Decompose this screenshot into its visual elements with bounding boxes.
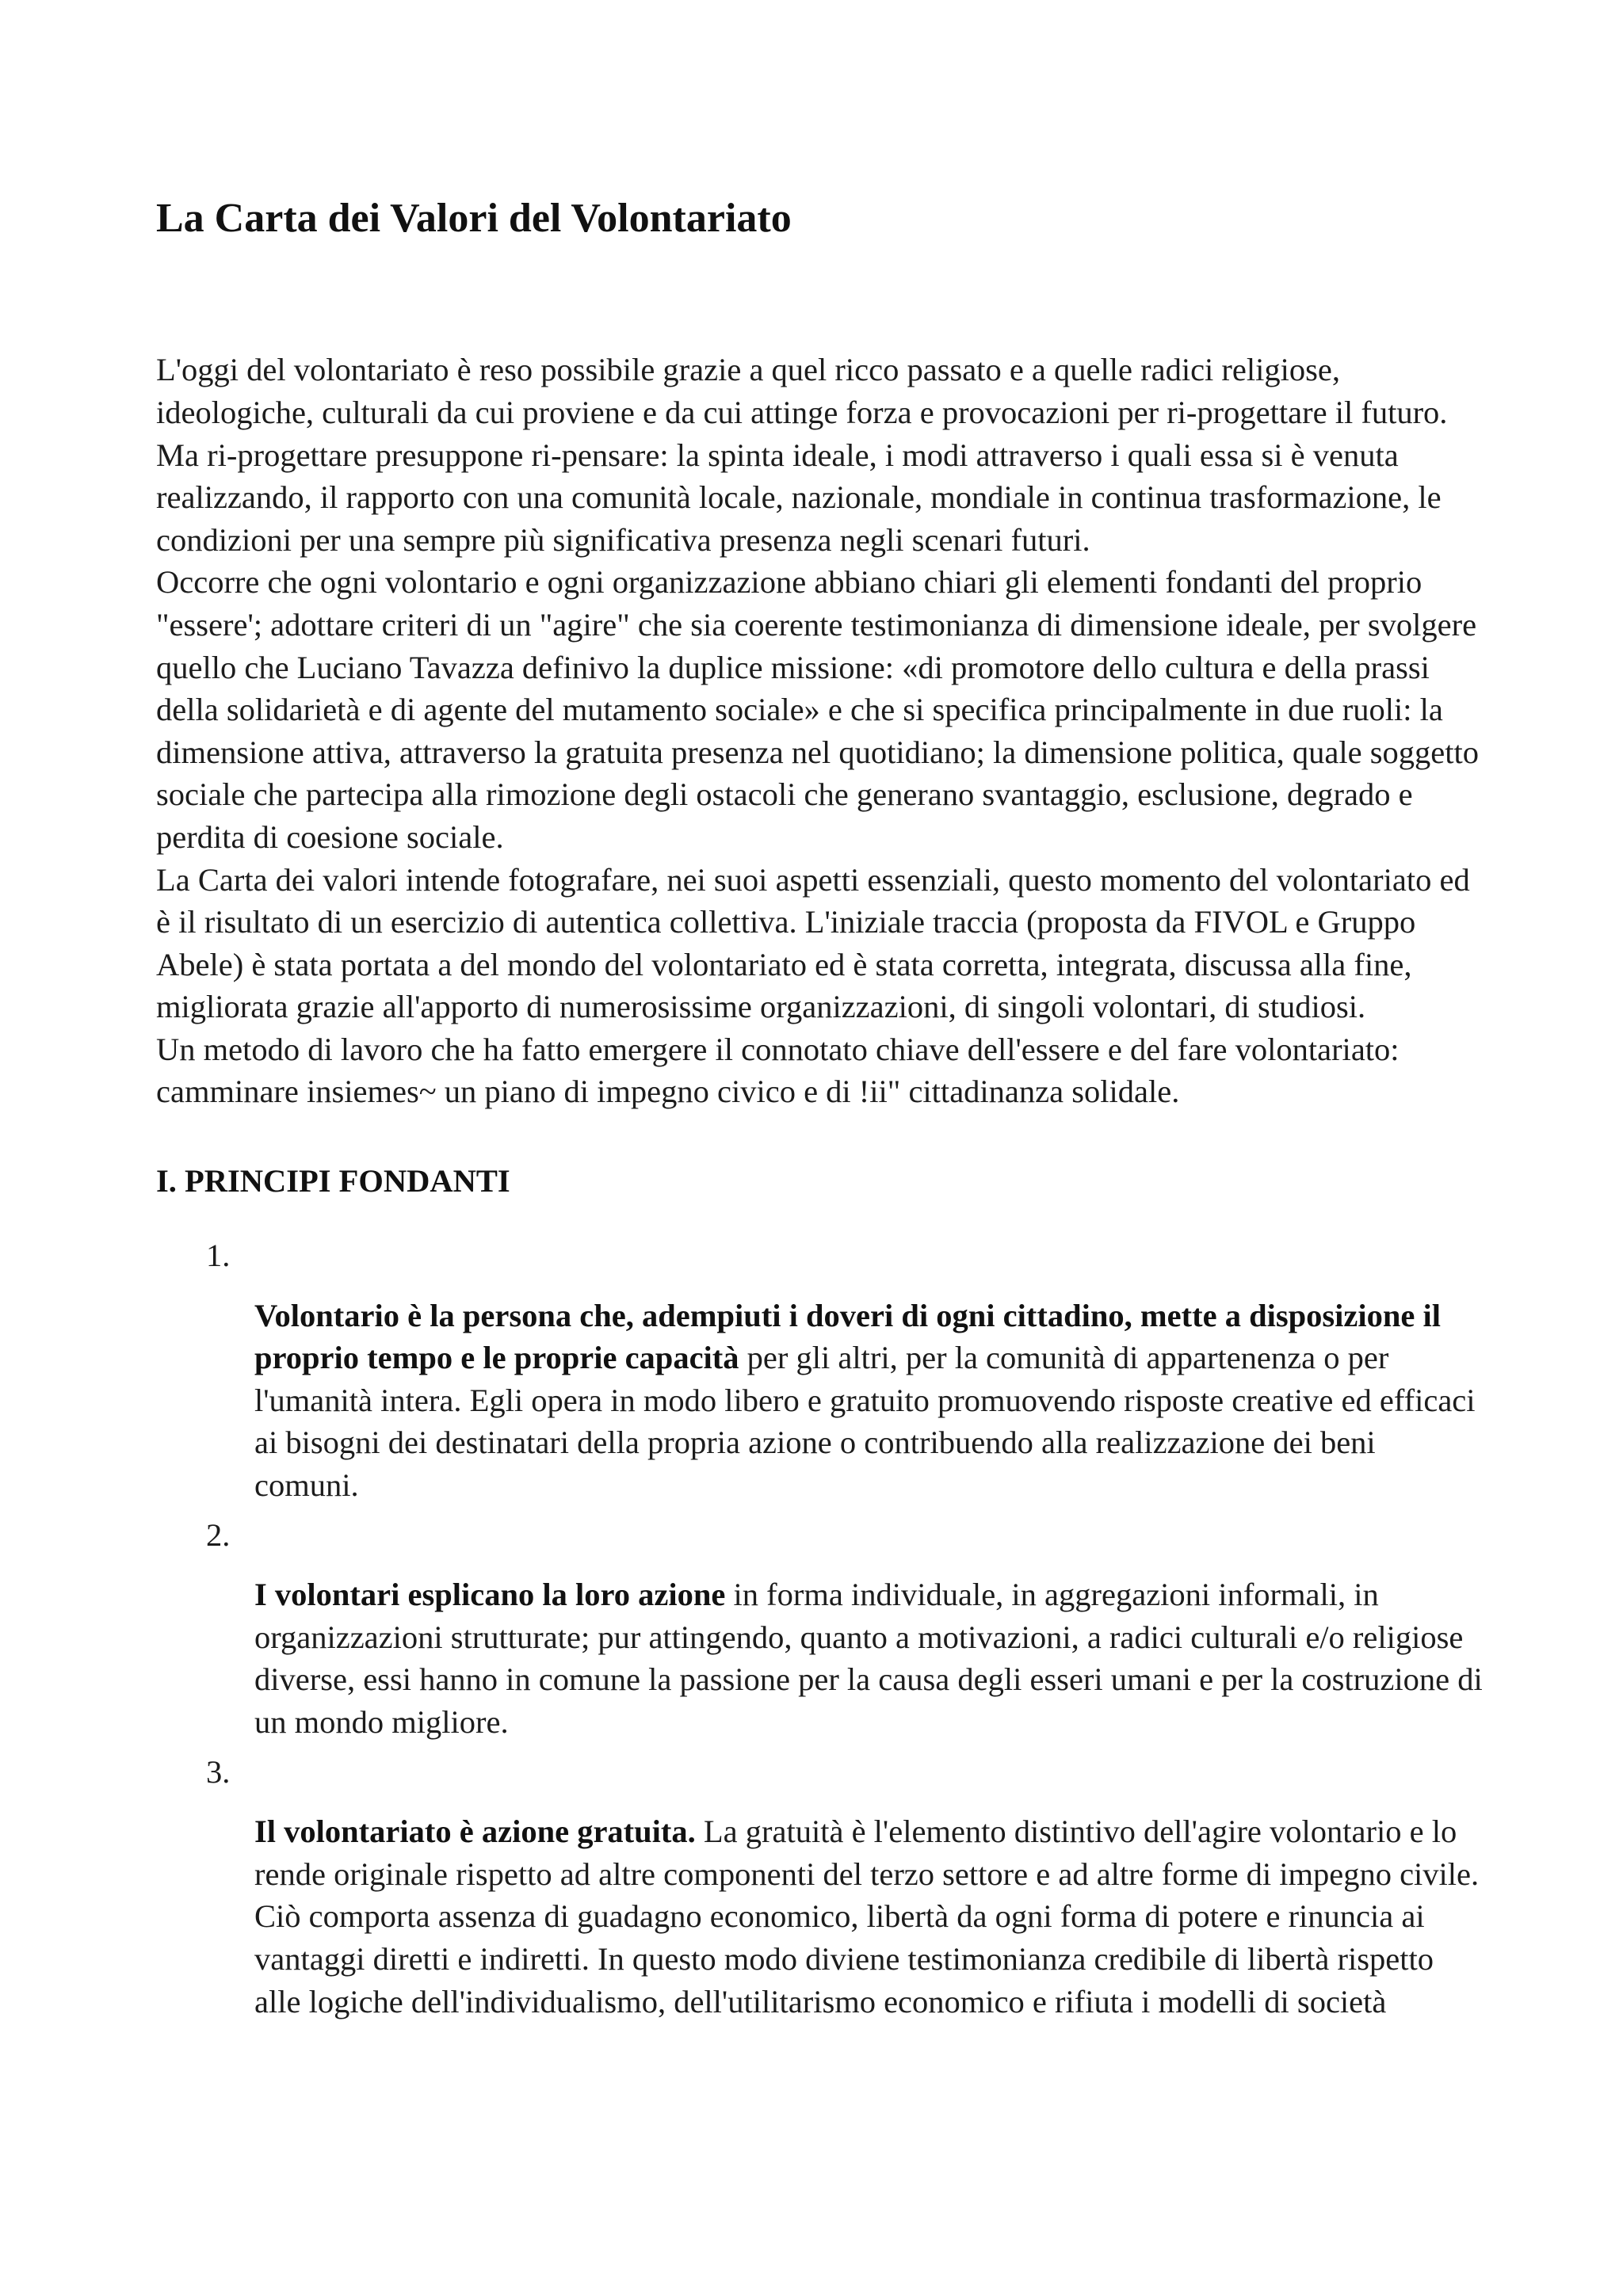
intro-paragraph: Ma ri-progettare presuppone ri-pensare: la spinta ideale, i modi attraverso i quali essa si è venuta realizzando, il rapporto con una comunità locale, nazionale, mondiale in continua trasformazione, le condizioni per una sempre più significativa presenza negli scenari futuri. [156,437,1442,558]
intro-paragraph: Un metodo di lavoro che ha fatto emergere il connotato chiave dell'essere e del fare volontariato: camminare insiemes~ un piano di impegno civico e di !ii" cittadinanza solidale. [156,1031,1400,1110]
item-bold-lead: I volontari esplicano la loro azione [254,1577,726,1613]
item-number: 2. [206,1516,231,1553]
item-bold-lead: Il volontariato è azione gratuita. [254,1814,696,1850]
item-body: per gli altri, per la comunità di appartenenza o per l'umanità intera. Egli opera in modo libero e gratuito promuovendo risposte creative ed efficaci ai bisogni dei destinatari della propria azione o contribuendo alla realizzazione dei beni comuni. [254,1340,1476,1504]
intro-paragraph: La Carta dei valori intende fotografare, nei suoi aspetti essenziali, questo momento del volontariato ed è il risultato di un esercizio di autentica collettiva. L'iniziale traccia (proposta da FIVOL e Gruppo Abele) è stata portata a del mondo del volontariato ed è stata corretta, integrata, discussa alla fine, migliorata grazie all'apporto di numerosissime organizzazioni, di singoli volontari, di studiosi. [156,861,1470,1025]
page-title: La Carta dei Valori del Volontariato [156,196,792,241]
intro-paragraph: Occorre che ogni volontario e ogni organizzazione abbiano chiari gli elementi fondanti del proprio "essere'; adottare criteri di un "agire" che sia coerente testimonianza di dimensione ideale, per svolgere quello che Luciano Tavazza definivo la duplice missione: «di promotore dello cultura e della prassi della solidarietà e di agente del mutamento sociale» e che si specifica principalmente in due ruoli: la dimensione attiva, attraverso la gratuita presenza nel quotidiano; la dimensione politica, quale soggetto sociale che partecipa alla rimozione degli ostacoli che generano svantaggio, esclusione, degrado e perdita di coesione sociale. [156,564,1479,855]
item-text [156,1810,1487,2023]
item-text [156,1295,1487,1507]
list-item [156,1234,1487,1507]
section-heading: I. PRINCIPI FONDANTI [156,1163,510,1199]
list-item [156,1751,1487,2023]
item-body: La gratuità è l'elemento distintivo dell'agire volontario e lo rende originale rispetto ad altre componenti del terzo settore e ad altre forme di impegno civile. Ciò comporta assenza di guadagno economico, libertà da ogni forma di potere e rinuncia ai vantaggi diretti e indiretti. In questo modo diviene testimonianza credibile di libertà rispetto alle logiche dell'individualismo, dell'utilitarismo economico e rifiuta i modelli di società [254,1814,1480,2019]
principles-list [156,1234,1487,2023]
item-number: 1. [206,1238,231,1274]
intro-section [156,349,1487,1113]
intro-paragraph: L'oggi del volontariato è reso possibile grazie a quel ricco passato e a quelle radici religiose, ideologiche, culturali da cui proviene e da cui attinge forza e provocazioni per ri-progettare il futuro. [156,352,1448,430]
list-item [156,1514,1487,1744]
item-bold-lead: Volontario è la persona che, adempiuti i doveri di ogni cittadino, mette a disposizione il proprio tempo e le proprie capacità [254,1297,1442,1376]
document-page [156,194,1487,2030]
item-number: 3. [206,1753,231,1790]
item-text [156,1573,1487,1743]
item-body: in forma individuale, in aggregazioni informali, in organizzazioni strutturate; pur attingendo, quanto a motivazioni, a radici culturali e/o religiose diverse, essi hanno in comune la passione per la causa degli esseri umani e per la costruzione di un mondo migliore. [254,1577,1483,1741]
